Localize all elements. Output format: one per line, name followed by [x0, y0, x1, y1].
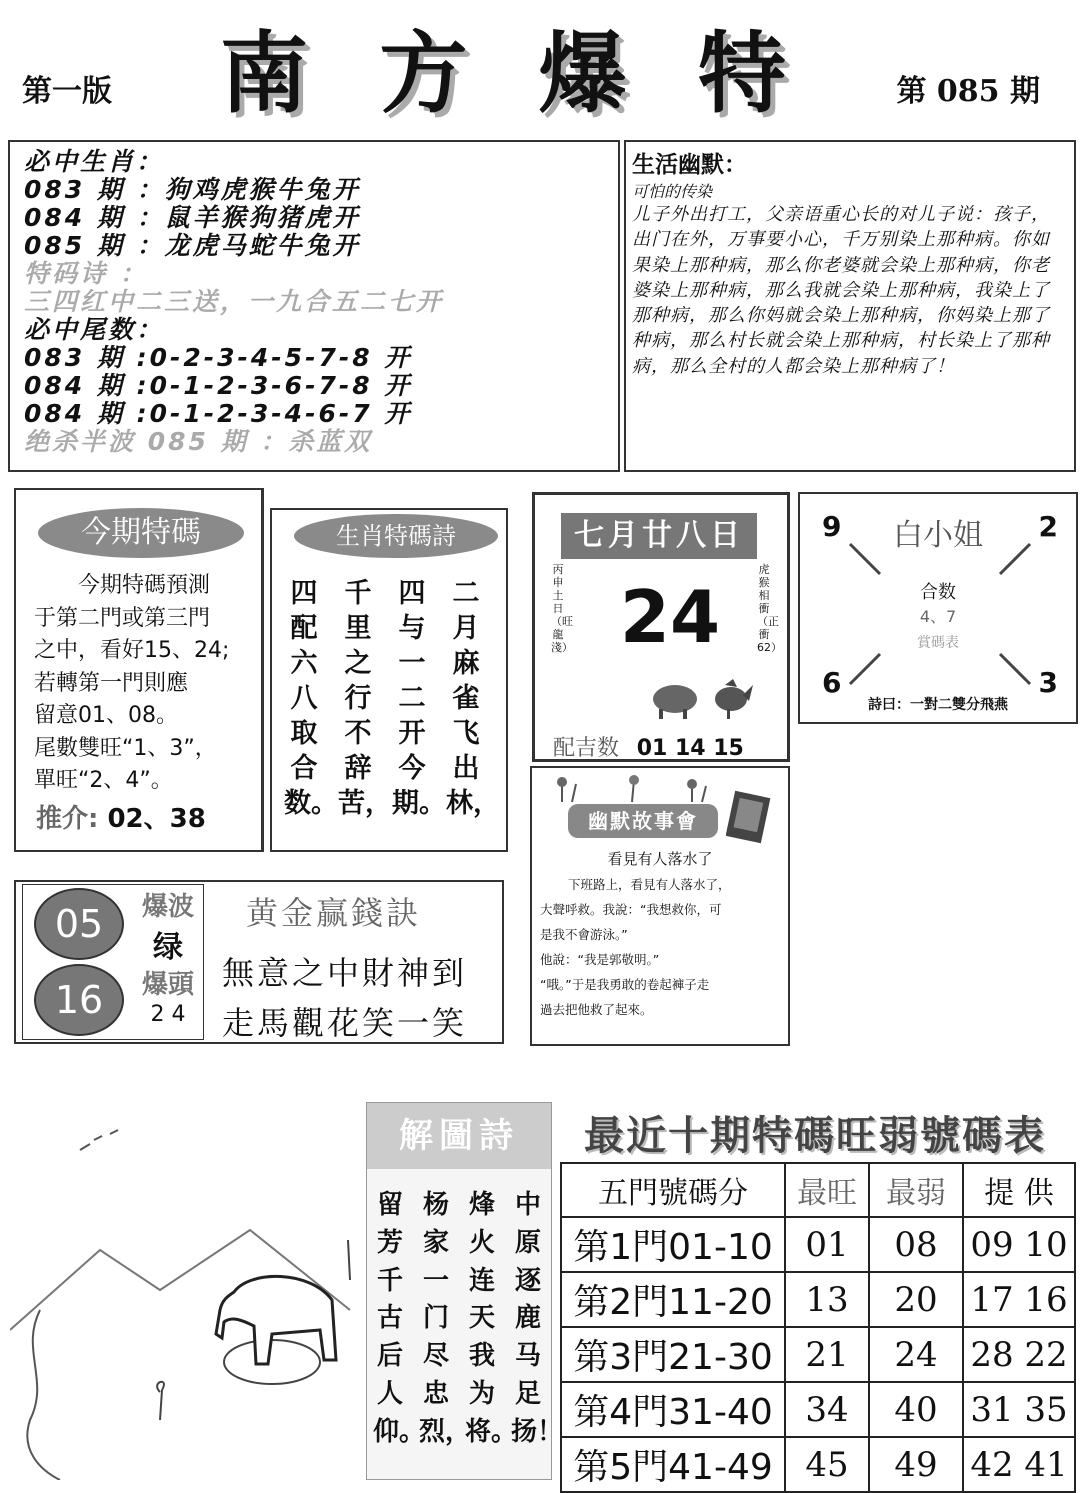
humor-story-banner: 幽默故事會: [568, 804, 718, 838]
kill-wave-line: 绝杀半波 085 期 ：杀蓝双: [24, 427, 373, 456]
tail-line: 084 期 :0-1-2-3-6-7-8 开: [24, 371, 413, 400]
lucky-label: 配吉数: [553, 736, 620, 761]
table-header: 最旺: [785, 1163, 869, 1217]
rooster-pig-icon: [645, 675, 755, 721]
calendar-day: 24: [619, 575, 721, 659]
solution-poem-panel: [366, 1102, 564, 1480]
table-header: 提 供: [963, 1163, 1075, 1217]
humor-panel: [624, 140, 1076, 472]
hot-head-number: 16: [34, 964, 124, 1036]
hot-cell: 21: [785, 1327, 869, 1382]
table-row: [561, 1327, 1075, 1382]
corner-number: 6: [822, 666, 842, 699]
poem-column: 四与一二开今期。: [392, 578, 446, 819]
hot-head-value: 2 4: [150, 1002, 186, 1027]
miss-bai-note: 賞碼表: [917, 635, 959, 651]
poem-column: 四配六八取合数。: [284, 578, 338, 819]
special-code-line: 之中，看好15、24;: [34, 638, 230, 663]
special-code-line: 尾數雙旺“1、3”，: [34, 735, 217, 761]
must-win-panel: [8, 140, 620, 472]
code-poem-heading: 特码诗 ：: [24, 259, 148, 288]
table-header-row: [561, 1163, 1075, 1217]
table-row: [561, 1272, 1075, 1327]
story-line: 過去把他救了起來。: [540, 1002, 653, 1017]
gold-tips-title: 黄金赢錢訣: [246, 894, 422, 932]
gold-tips-line: 走馬觀花笑一笑: [222, 1004, 468, 1042]
gate-cell: 第5門41-49: [561, 1437, 785, 1492]
miss-bai-title: 白小姐: [893, 518, 983, 553]
sum-values: 4、7: [919, 607, 957, 626]
hot-cell: 01: [785, 1217, 869, 1272]
masthead-char: 方: [379, 21, 472, 125]
recommend-row: [36, 798, 206, 835]
story-line: 是我不會游泳。”: [540, 927, 628, 942]
code-poem: 三四红中二三送，一九合五二七开: [24, 287, 445, 316]
cold-cell: 40: [869, 1382, 963, 1437]
special-code-title: 今期特碼: [38, 508, 244, 558]
corner-number: 3: [1038, 666, 1058, 699]
humor-title: 生活幽默：: [632, 152, 747, 178]
special-code-line: 今期特碼預測: [78, 573, 211, 598]
table-header: 五門號碼分: [561, 1163, 785, 1217]
masthead-char: 南: [220, 21, 313, 125]
poem-column: 千里之行不辞苦，: [338, 578, 392, 819]
hot-wave-number: 05: [34, 888, 124, 960]
gate-cell: 第1門01-10: [561, 1217, 785, 1272]
provide-cell: 42 41: [963, 1437, 1075, 1492]
humor-story-body: [540, 872, 784, 1022]
corner-number: 2: [1038, 510, 1058, 543]
gate-cell: 第3門21-30: [561, 1327, 785, 1382]
humor-subtitle: 可怕的传染: [632, 182, 713, 201]
table-header: 最弱: [869, 1163, 963, 1217]
book-icon: [726, 788, 774, 844]
tail-line: 084 期 :0-1-2-3-4-6-7 开: [24, 399, 413, 428]
masthead-title: [220, 4, 790, 125]
cold-cell: 49: [869, 1437, 963, 1492]
zodiac-line: 083 期 ：狗鸡虎猴牛兔开: [24, 175, 361, 204]
special-code-line: 若轉第一門則應: [34, 670, 189, 696]
special-code-line: 單旺“2、4”。: [34, 768, 173, 793]
special-code-line: 留意01、08。: [34, 703, 178, 728]
hot-cell: 45: [785, 1437, 869, 1492]
gate-cell: 第2門11-20: [561, 1272, 785, 1327]
solution-column: 杨家一门尽忠烈，: [419, 1190, 472, 1447]
miss-bai-panel: [798, 492, 1078, 724]
solution-column: 留芳千古后人仰。: [373, 1190, 426, 1447]
story-line: 他說：“我是郭敬明。”: [540, 952, 660, 967]
gold-tips-panel: [14, 880, 504, 1044]
calendar-left-note: 丙申土日（旺龍淺）: [551, 563, 573, 654]
story-line: 大聲呼救。我說：“我想救你，可: [540, 902, 722, 917]
hot-cell: 13: [785, 1272, 869, 1327]
table-row: [561, 1217, 1075, 1272]
zodiac-poem-title: 生肖特碼詩: [294, 514, 498, 558]
hot-wave-label: 爆波: [141, 892, 194, 922]
calendar-right-note: 虎猴相衝（正衝62）: [757, 563, 782, 654]
lucky-numbers: [553, 731, 744, 762]
humor-story-panel: [530, 766, 790, 1046]
hot-head-label: 爆頭: [141, 970, 194, 1000]
solution-poem-title: 解圖詩: [367, 1103, 551, 1169]
hot-wave-value: 绿: [153, 930, 183, 965]
gold-tips-line: 無意之中財神到: [222, 954, 468, 992]
humor-body: 儿子外出打工，父亲语重心长的对儿子说：孩子，出门在外，万事要小心，千万别染上那种病。你如果染上那种病，那么你老婆就会染上那种病，你老婆染上那种病，那么我就会染上那种病，我染上了那种病，那么你妈就会染上那种病，你妈染上那了种病，那么村长就会染上那种病，村长染上了那种病，那么全村的人都会染上那种病了！: [632, 204, 1050, 377]
solution-column: 烽火连天我为将。: [465, 1190, 518, 1447]
tail-heading: 必中尾数：: [24, 315, 165, 344]
table-row: [561, 1382, 1075, 1437]
cold-cell: 24: [869, 1327, 963, 1382]
calendar-date-header: 七月廿八日: [561, 513, 757, 559]
cold-cell: 20: [869, 1272, 963, 1327]
masthead-char: 特: [697, 21, 790, 125]
cold-cell: 08: [869, 1217, 963, 1272]
tapir-illustration: [10, 1120, 360, 1480]
provide-cell: 31 35: [963, 1382, 1075, 1437]
provide-cell: 28 22: [963, 1327, 1075, 1382]
lucky-values: 01 14 15: [636, 736, 744, 761]
calendar-panel: [532, 492, 790, 762]
sum-label: 合数: [920, 582, 956, 603]
arrows-icon: [840, 534, 1040, 694]
solution-column: 中原逐鹿马足扬！: [511, 1190, 564, 1447]
edition-label: 第一版: [22, 74, 112, 109]
provide-cell: 09 10: [963, 1217, 1075, 1272]
hot-cell: 34: [785, 1382, 869, 1437]
provide-cell: 17 16: [963, 1272, 1075, 1327]
gate-cell: 第4門31-40: [561, 1382, 785, 1437]
recommend-label: 推介:: [36, 804, 99, 834]
zodiac-poem-panel: [270, 508, 508, 852]
masthead-char: 爆: [538, 21, 631, 125]
humor-story-title: 看見有人落水了: [607, 850, 713, 868]
poem-column: 二月麻雀飞出林，: [446, 578, 500, 819]
hot-cold-table: [560, 1162, 1076, 1493]
corner-number: 9: [822, 510, 842, 543]
miss-bai-poem: 詩曰：一對二雙分飛燕: [868, 697, 1008, 713]
special-code-body: [34, 570, 264, 798]
tail-line: 083 期 :0-2-3-4-5-7-8 开: [24, 343, 413, 372]
recommend-value: 02、38: [107, 804, 206, 834]
zodiac-line: 085 期 ：龙虎马蛇牛兔开: [24, 231, 361, 260]
must-win-heading: 必中生肖：: [24, 147, 165, 176]
table-row: [561, 1437, 1075, 1492]
special-code-panel: [14, 488, 264, 852]
issue-number: 第 085 期: [896, 74, 1040, 109]
table-title: 最近十期特碼旺弱號碼表: [584, 1113, 1046, 1159]
special-code-line: 于第二門或第三門: [34, 605, 211, 631]
story-line: 下班路上，看見有人落水了，: [568, 877, 731, 892]
zodiac-line: 084 期 ：鼠羊猴狗猪虎开: [24, 203, 361, 232]
story-line: “哦。”于是我勇敢的卷起褲子走: [540, 977, 710, 992]
